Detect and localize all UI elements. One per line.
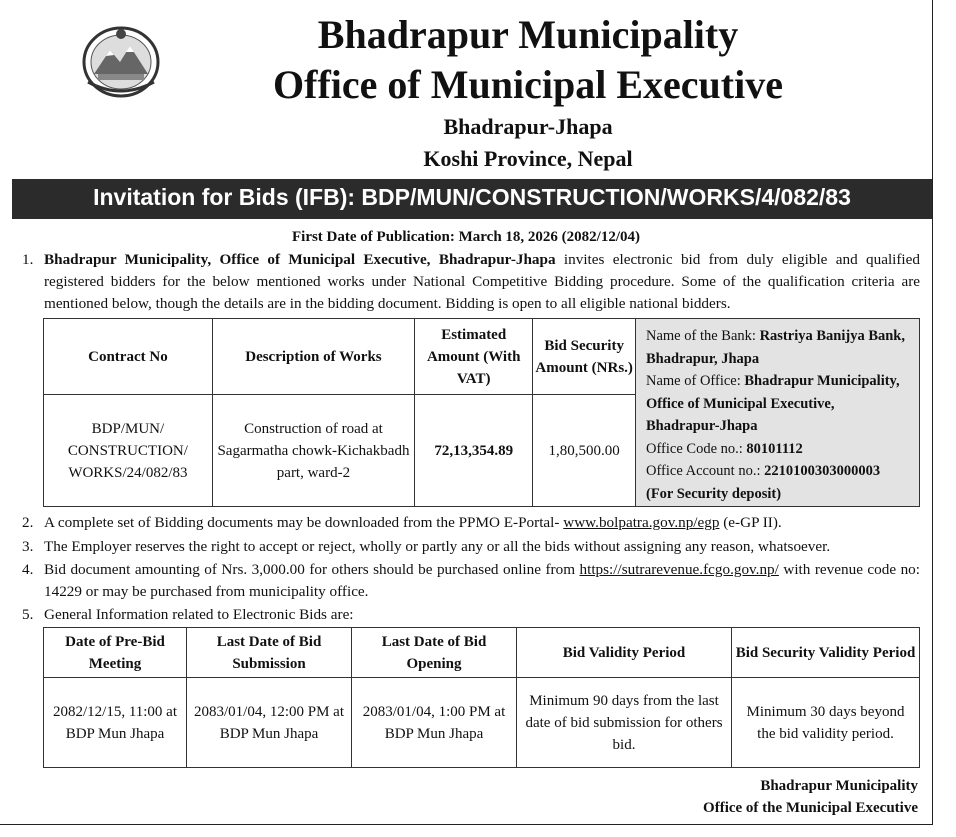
- cell-contract-no: BDP/MUN/ CONSTRUCTION/ WORKS/24/082/83: [44, 395, 213, 507]
- paragraph-1-text: invites electronic bid from duly eligible and qualified registered bidders for the below mentioned works under National Competitive Bidding procedure. Some of the qualification criteria are mentioned below, though the details are in the bidding document. Bidding is open to all eligible national bidders.: [44, 251, 920, 312]
- paragraph-1-bold: Bhadrapur Municipality, Office of Municipal Executive, Bhadrapur-Jhapa: [44, 251, 556, 268]
- publication-date: First Date of Publication: March 18, 2026 (2082/12/04): [291, 229, 640, 245]
- cell-description: Construction of road at Sagarmatha chowk-Kichakbadh part, ward-2: [212, 395, 414, 507]
- paragraph-number: 5.: [22, 606, 34, 623]
- paragraph-3-text: The Employer reserves the right to accept or reject, wholly or partly any or all the bids without assigning any reason, whatsoever.: [44, 538, 831, 555]
- col-estimated-amount: Estimated Amount (With VAT): [415, 319, 533, 395]
- cell-validity: Minimum 90 days from the last date of bid submission for others bid.: [517, 678, 732, 768]
- security-note: (For Security deposit): [646, 485, 782, 502]
- office-code-label: Office Code no.:: [646, 440, 747, 457]
- municipality-title: Bhadrapur Municipality: [317, 12, 739, 57]
- office-label: Name of Office:: [646, 373, 745, 389]
- cell-pre-bid: 2082/12/15, 11:00 at BDP Mun Jhapa: [44, 678, 187, 768]
- cell-security-validity: Minimum 30 days beyond the bid validity period.: [732, 678, 920, 768]
- bank-label: Name of the Bank:: [646, 328, 760, 344]
- paragraph-5-text: General Information related to Electronic Bids are:: [44, 606, 354, 623]
- works-table: [43, 318, 636, 507]
- paragraph-4: [22, 559, 920, 603]
- col-submission: Last Date of Bid Submission: [187, 628, 352, 678]
- bolpatra-link[interactable]: www.bolpatra.gov.np/egp: [563, 514, 720, 531]
- dates-table: [43, 627, 920, 768]
- col-description: Description of Works: [212, 319, 414, 395]
- cell-submission: 2083/01/04, 12:00 PM at BDP Mun Jhapa: [187, 678, 352, 768]
- paragraph-number: 1.: [22, 251, 34, 268]
- cell-estimated-amount: 72,13,354.89: [415, 395, 533, 507]
- col-opening: Last Date of Bid Opening: [352, 628, 517, 678]
- sutrarevenue-link[interactable]: https://sutrarevenue.fcgo.gov.np/: [579, 561, 779, 578]
- signature-line-2: Office of the Municipal Executive: [703, 800, 918, 816]
- paragraph-4-after: with revenue code no: 14229 or may be purchased from municipality office.: [44, 561, 920, 600]
- bank-value: Rastriya Banijya Bank, Bhadrapur, Jhapa: [646, 328, 905, 367]
- nepal-emblem-icon: [80, 22, 162, 100]
- bank-details: [636, 318, 920, 507]
- paragraph-2-text: A complete set of Bidding documents may be downloaded from the PPMO E-Portal-: [44, 514, 564, 531]
- location-district: Bhadrapur-Jhapa: [443, 114, 613, 139]
- cell-bid-security: 1,80,500.00: [533, 395, 636, 507]
- paragraph-number: 3.: [22, 538, 34, 555]
- col-pre-bid: Date of Pre-Bid Meeting: [44, 628, 187, 678]
- account-value: 2210100303000003: [764, 463, 881, 479]
- location-province: Koshi Province, Nepal: [423, 146, 633, 171]
- col-contract-no: Contract No: [44, 319, 213, 395]
- paragraph-number: 2.: [22, 514, 34, 531]
- paragraph-2-after: (e-GP II).: [719, 514, 782, 531]
- paragraph-3: [22, 536, 920, 558]
- office-code-value: 80101112: [746, 440, 803, 457]
- col-validity: Bid Validity Period: [517, 628, 732, 678]
- signature-line-1: Bhadrapur Municipality: [760, 778, 918, 794]
- paragraph-4-text: Bid document amounting of Nrs. 3,000.00 for others should be purchased online from: [44, 561, 580, 578]
- col-security-validity: Bid Security Validity Period: [732, 628, 920, 678]
- paragraph-1: [22, 249, 920, 315]
- col-bid-security: Bid Security Amount (NRs.): [533, 319, 636, 395]
- cell-opening: 2083/01/04, 1:00 PM at BDP Mun Jhapa: [352, 678, 517, 768]
- ifb-banner-text: Invitation for Bids (IFB): BDP/MUN/CONSTRUCTION/WORKS/4/082/83: [93, 184, 851, 210]
- paragraph-number: 4.: [22, 561, 34, 578]
- office-value: Bhadrapur Municipality, Office of Municipal Executive, Bhadrapur-Jhapa: [646, 373, 900, 434]
- paragraph-2: [22, 512, 920, 534]
- office-title: Office of Municipal Executive: [273, 62, 783, 107]
- account-label: Office Account no.:: [646, 463, 765, 479]
- paragraph-5: [22, 604, 920, 626]
